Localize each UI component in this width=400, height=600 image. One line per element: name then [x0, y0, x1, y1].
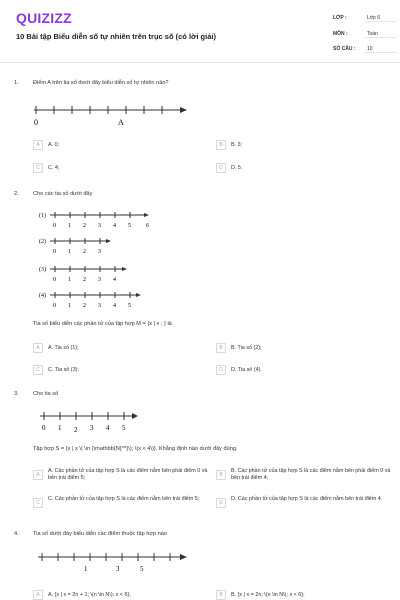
answer-text: D. 5. — [231, 165, 243, 171]
answer-text: B. Các phần tử của tập hợp S là các điểm nằm bên phải điểm 0 và bên trái điểm 4; — [231, 468, 391, 481]
question-3-number-line — [36, 408, 156, 434]
tick-label: 3 — [98, 303, 101, 309]
answer-text: B. {x | x = 2n; \(n \in N\); x < 6}; — [231, 592, 305, 598]
ray-1 — [36, 208, 166, 230]
q1-answer-c[interactable] — [33, 163, 59, 173]
tick-label: 3 — [98, 223, 101, 229]
tick-label: 4 — [106, 424, 110, 432]
q2-answer-c[interactable] — [33, 365, 79, 375]
answer-text: A. Tia số (1); — [48, 345, 79, 351]
answer-letter-box: D — [216, 365, 226, 375]
answer-text: C. Tia số (3); — [48, 367, 79, 373]
question-2-text: Cho các tia số dưới đây — [33, 191, 93, 197]
q1-answer-d[interactable] — [216, 163, 242, 173]
ray-3-label: (3) — [39, 267, 46, 273]
meta-subject-value: Toán — [365, 31, 397, 38]
q3-answer-c[interactable] — [33, 496, 213, 508]
q2-answer-a[interactable] — [33, 343, 79, 353]
answer-text: C. 4; — [48, 165, 60, 171]
answer-text: A. 0; — [48, 142, 60, 148]
question-1-text: Điểm A trên tia số dưới đây biểu diễn số tự nhiên nào? — [33, 80, 169, 86]
answer-text: D. Các phần tử của tập hợp S là các điểm nằm bên trái điểm 4. — [231, 496, 383, 502]
meta-count-value: 10 — [365, 46, 397, 53]
tick-label: 2 — [83, 303, 86, 309]
answer-letter-box: D — [216, 163, 226, 173]
answer-text: C. Các phần tử của tập hợp S là các điểm nằm bên trái điểm 5; — [48, 496, 200, 502]
answer-letter-box: A — [33, 470, 43, 480]
ray-4 — [36, 288, 166, 310]
tick-label: 2 — [74, 426, 78, 434]
question-2-number: 2. — [14, 191, 19, 197]
meta-class — [333, 15, 397, 22]
ray-label: 3 — [116, 565, 120, 573]
tick-label: 3 — [90, 424, 94, 432]
answer-text: A. {x | x = 2n + 1; \(n \in N\); x < 6}; — [48, 592, 131, 598]
answer-letter-box: B — [216, 343, 226, 353]
tick-label: 0 — [53, 303, 56, 309]
question-1-number: 1. — [14, 80, 19, 86]
q4-answer-b[interactable] — [216, 590, 305, 600]
tick-label: 1 — [58, 424, 62, 432]
quizizz-logo[interactable]: QUIZIZZ — [16, 10, 72, 26]
answer-letter-box: C — [33, 163, 43, 173]
answer-text: D. Tia số (4). — [231, 367, 262, 373]
q2-answer-d[interactable] — [216, 365, 262, 375]
tick-label: 0 — [53, 277, 56, 283]
answer-letter-box: A — [33, 140, 43, 150]
ray-2 — [36, 234, 166, 256]
ray-2-label: (2) — [39, 239, 46, 245]
tick-label: 5 — [128, 303, 131, 309]
tick-label: 1 — [68, 277, 71, 283]
q3-answer-a[interactable] — [33, 468, 213, 482]
answer-letter-box: B — [216, 470, 226, 480]
ray-label-a: A — [118, 118, 124, 127]
tick-label: 0 — [53, 249, 56, 255]
tick-label: 5 — [122, 424, 126, 432]
answer-letter-box: A — [33, 343, 43, 353]
tick-label: 4 — [113, 277, 116, 283]
answer-letter-box: C — [33, 498, 43, 508]
q3-answer-d[interactable] — [216, 496, 394, 508]
tick-label: 2 — [83, 277, 86, 283]
tick-label: 5 — [128, 223, 131, 229]
question-2-subtext: Tia số biểu diễn các phần tử của tập hợp M = {x | x ; } là — [33, 321, 172, 327]
q4-answer-a[interactable] — [33, 590, 131, 600]
tick-label: 1 — [68, 249, 71, 255]
question-4-text: Tia số dưới đây biểu diễn các điểm thuộc tập hợp nào — [33, 531, 168, 537]
tick-label: 0 — [53, 223, 56, 229]
tick-label: 2 — [83, 249, 86, 255]
q1-answer-b[interactable] — [216, 140, 242, 150]
answer-letter-box: D — [216, 498, 226, 508]
meta-subject — [333, 31, 397, 38]
q3-answer-b[interactable] — [216, 468, 394, 482]
tick-label: 1 — [68, 223, 71, 229]
ray-4-label: (4) — [39, 293, 46, 299]
question-3-number: 3. — [14, 391, 19, 397]
answer-letter-box: A — [33, 590, 43, 600]
q1-answer-a[interactable] — [33, 140, 59, 150]
ray-label: 5 — [140, 565, 144, 573]
tick-label: 4 — [113, 303, 116, 309]
tick-label: 0 — [42, 424, 46, 432]
ray-arrow — [180, 107, 187, 113]
meta-class-value: Lớp 6 — [365, 15, 397, 22]
question-3-text: Cho tia số — [33, 391, 59, 397]
question-4-number: 4. — [14, 531, 19, 537]
answer-text: B. Tia số (2); — [231, 345, 262, 351]
question-4-number-line — [36, 549, 196, 575]
answer-letter-box: C — [33, 365, 43, 375]
tick-label: 3 — [98, 277, 101, 283]
q2-answer-b[interactable] — [216, 343, 262, 353]
tick-label: 6 — [146, 223, 149, 229]
meta-class-key: LỚP : — [333, 15, 347, 21]
question-1-number-line — [30, 100, 200, 130]
tick-label: 4 — [113, 223, 116, 229]
ray-label-0: 0 — [34, 118, 38, 127]
ray-1-label: (1) — [39, 213, 46, 219]
page-title: 10 Bài tập Biểu diễn số tự nhiên trên trục số (có lời giải) — [16, 32, 216, 41]
answer-text: B. 3; — [231, 142, 243, 148]
answer-text: A. Các phần tử của tập hợp S là các điểm nằm bên phải điểm 0 và bên trái điểm 5; — [48, 468, 208, 481]
answer-letter-box: B — [216, 590, 226, 600]
tick-label: 1 — [68, 303, 71, 309]
question-3-subtext: Tập hợp S = {x | x \( \in {\mathbb{N}^*}\); \(x < 4\)}. Khẳng định nào dưới đây đúng. — [33, 446, 238, 452]
meta-subject-key: MÔN : — [333, 31, 348, 37]
ray-label: 1 — [84, 565, 88, 573]
answer-letter-box: B — [216, 140, 226, 150]
tick-label: 2 — [83, 223, 86, 229]
tick-label: 3 — [98, 249, 101, 255]
header — [0, 0, 400, 63]
meta-count — [333, 46, 397, 53]
ray-3 — [36, 262, 166, 284]
meta-count-key: SỐ CÂU : — [333, 46, 356, 52]
